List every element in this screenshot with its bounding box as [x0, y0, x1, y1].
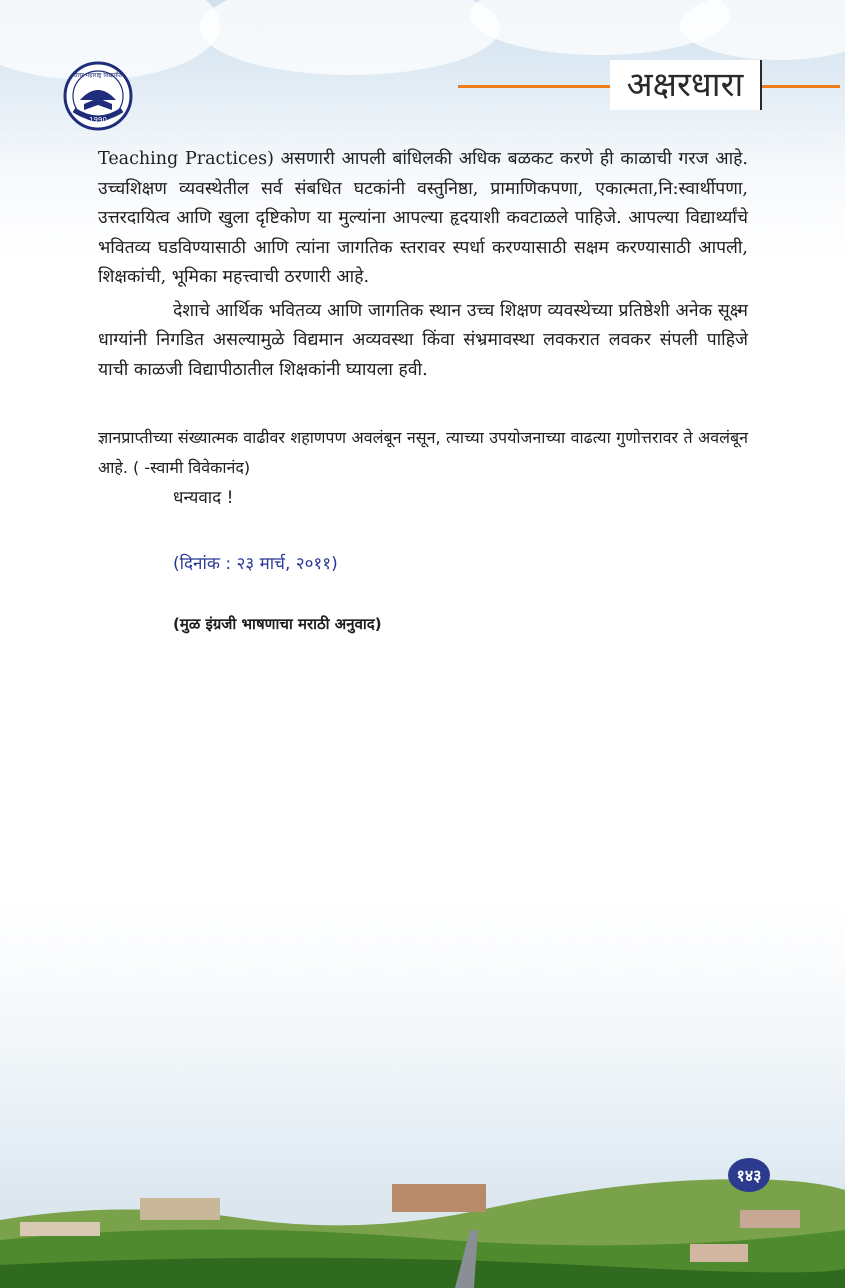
cloud-decoration [680, 0, 845, 60]
body-paragraph: Teaching Practices) असणारी आपली बांधिलकी अधिक बळकट करणे ही काळाची गरज आहे. उच्चशिक्षण व्यवस्थेतील सर्व संबधित घटकांनी वस्तुनिष्ठा, प्रामाणिकपणा, एकात्मता,नि:स्वार्थीपणा, उत्तरदायित्व आणि खुला दृष्टिकोण या मुल्यांना आपल्या हृदयाशी कवटाळले पाहिजे. आपल्या विद्यार्थ्यांचे भवितव्य घडविण्यासाठी आणि त्यांना जागतिक स्तरावर स्पर्धा करण्यासाठी सक्षम करण्यासाठी आपली, शिक्षकांची, भूमिका महत्त्वाची ठरणारी आहे. [98, 149, 748, 287]
cloud-decoration [200, 0, 500, 75]
body-paragraph: देशाचे आर्थिक भवितव्य आणि जागतिक स्थान उच्च शिक्षण व्यवस्थेच्या प्रतिष्ठेशी अनेक सूक्ष्म धाग्यांनी निगडित असल्यामुळे विद्यमान अव्यवस्था किंवा संभ्रमावस्था लवकरात लवकर संपली पाहिजे याची काळजी विद्यापीठातील शिक्षकांनी घ्यायला हवी. [98, 300, 748, 380]
quote-text: ज्ञानप्राप्तीच्या संख्यात्मक वाढीवर शहाणपण अवलंबून नसून, त्याच्या उपयोजनाच्या वाढत्या गुणोत्तरावर ते अवलंबून आहे. ( -स्वामी विवेकानंद) [98, 428, 748, 477]
translation-note: (मुळ इंग्रजी भाषणाचा मराठी अनुवाद) [173, 614, 382, 633]
logo-arc-text: उत्तर महाराष्ट्र विद्यापीठ [73, 72, 123, 79]
university-logo [62, 60, 134, 132]
date-text: (दिनांक : २३ मार्च, २०११) [173, 554, 338, 574]
thanks-text: धन्यवाद ! [173, 488, 234, 508]
page-content [98, 145, 748, 639]
logo-year: 1990 [89, 116, 107, 124]
publication-title: अक्षरधारा [610, 60, 762, 110]
page-number-badge: १४३ [728, 1158, 770, 1192]
campus-landscape-illustration [0, 1140, 845, 1288]
